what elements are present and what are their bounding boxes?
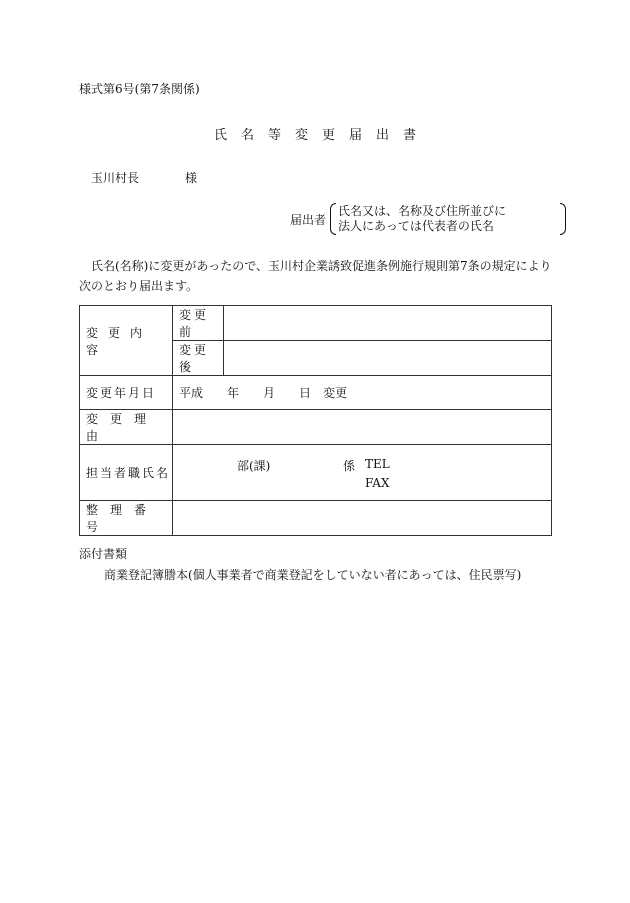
contact-tel: TEL (365, 457, 390, 471)
attachments-item: 商業登記簿謄本(個人事業者で商業登記をしていない者にあっては、住民票写) (104, 568, 522, 582)
applicant-line-2: 法人にあっては代表者の氏名 (338, 219, 494, 233)
after-label: 変更後 (173, 341, 224, 376)
date-era: 平成 (179, 386, 204, 400)
addressee-honorific: 様 (185, 171, 198, 185)
row-reason (80, 410, 552, 445)
contact-label: 担当者職氏名 (80, 445, 173, 501)
before-label: 変更前 (173, 306, 224, 341)
reason-field[interactable] (173, 410, 552, 445)
form-number: 様式第6号(第7条関係) (79, 82, 200, 96)
date-field[interactable] (173, 376, 552, 410)
row-date (80, 376, 552, 410)
statement-text: 氏名(名称)に変更があったので、玉川村企業誘致促進条例施行規則第7条の規定により次のとおり届出ます。 (79, 259, 552, 293)
number-field[interactable] (173, 501, 552, 536)
date-day: 日 (299, 386, 312, 400)
contact-fax: FAX (365, 476, 390, 490)
after-value-field[interactable] (224, 341, 552, 376)
bracket-right (560, 203, 566, 235)
applicant-bracket (330, 202, 566, 234)
addressee-name: 玉川村長 (91, 171, 140, 185)
row-number (80, 501, 552, 536)
statement-paragraph (79, 256, 554, 296)
contact-section: 係 (343, 459, 356, 473)
reason-label: 変更理由 (80, 410, 173, 445)
contact-dept: 部(課) (237, 459, 271, 473)
applicant-label: 届出者 (290, 213, 327, 227)
row-contact (80, 445, 552, 501)
applicant-line-1: 氏名又は、名称及び住所並びに (338, 204, 507, 218)
bracket-left (330, 203, 336, 235)
date-year: 年 (227, 386, 240, 400)
date-label: 変更年月日 (80, 376, 173, 410)
number-label: 整理番号 (80, 501, 173, 536)
date-suffix: 変更 (323, 386, 348, 400)
change-form-table (79, 305, 552, 536)
row-before (80, 306, 552, 341)
addressee (91, 169, 197, 186)
document-title: 氏名等変更届出書 (213, 128, 430, 143)
date-month: 月 (263, 386, 276, 400)
before-value-field[interactable] (224, 306, 552, 341)
contact-field[interactable] (173, 445, 552, 501)
contents-label: 変更内容 (80, 306, 173, 376)
attachments-label: 添付書類 (79, 547, 128, 561)
